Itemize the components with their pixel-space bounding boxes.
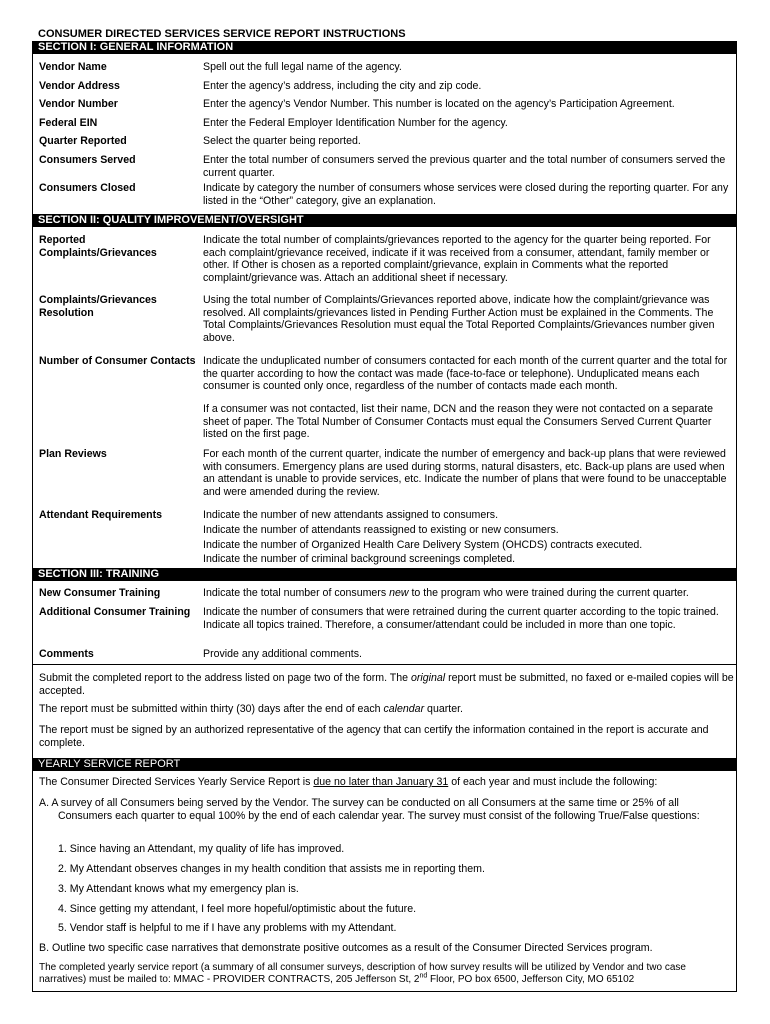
label-reported-complaints: Reported Complaints/Grievances (39, 234, 157, 259)
text-consumers-served: Enter the total number of consumers served the previous quarter and the total number of consumers served the current quarter. (203, 154, 726, 179)
text-federal-ein: Enter the Federal Employer Identification Number for the agency. (203, 117, 508, 129)
label-federal-ein: Federal EIN (39, 117, 98, 129)
text-new-consumer-training: Indicate the total number of consumers new to the program who were trained during the current quarter. (203, 587, 689, 599)
label-additional-consumer-training: Additional Consumer Training (39, 606, 191, 618)
label-consumer-contacts: Number of Consumer Contacts (39, 355, 196, 367)
label-new-consumer-training: New Consumer Training (39, 587, 161, 599)
submit-paragraph-3: The report must be signed by an authorized representative of the agency that can certify the information contained in the report is accurate and complete. (39, 724, 709, 749)
text-vendor-number: Enter the agency’s Vendor Number. This number is located on the agency’s Participation Agreement. (203, 98, 675, 110)
text-attendant-line-3: Indicate the number of Organized Health Care Delivery System (OHCDS) contracts executed. (203, 539, 643, 551)
divider (32, 664, 737, 665)
text-comments: Provide any additional comments. (203, 648, 362, 660)
text-attendant-line-2: Indicate the number of attendants reassigned to existing or new consumers. (203, 524, 559, 536)
label-attendant-requirements: Attendant Requirements (39, 509, 163, 521)
text-attendant-line-1: Indicate the number of new attendants assigned to consumers. (203, 509, 499, 521)
text-consumer-contacts: Indicate the unduplicated number of consumers contacted for each month of the current quarter and the total for the quarter according to how the contact was made (face-to-face or telephone). Unduplicated means each consumer is counted only once, regardless of the number of contacts made each month. (203, 355, 728, 393)
label-consumers-closed: Consumers Closed (39, 182, 136, 194)
text-additional-consumer-training: Indicate the number of consumers that were retrained during the current quarter according to the topic trained. Indicate all topics trained. Therefore, a consumer/attendant could be included in more than one topic. (203, 606, 719, 631)
label-complaints-resolution: Complaints/Grievances Resolution (39, 294, 157, 319)
survey-question-5: 5. Vendor staff is helpful to me if I have any problems with my Attendant. (58, 922, 397, 934)
label-consumers-served: Consumers Served (39, 154, 136, 166)
text-complaints-resolution: Using the total number of Complaints/Grievances reported above, indicate how the complaint/grievance was resolved. All complaints/grievances listed in Pending Further Action must be explained in the Comments. The Total Complaints/Grievances Resolution must equal the Total Reported Complaints/Grievances number given above. (203, 294, 715, 344)
text-vendor-address: Enter the agency’s address, including the city and zip code. (203, 80, 482, 92)
yearly-intro: The Consumer Directed Services Yearly Service Report is due no later than January 31 of each year and must include the following: (39, 776, 658, 788)
label-vendor-number: Vendor Number (39, 98, 118, 110)
survey-question-3: 3. My Attendant knows what my emergency plan is. (58, 883, 299, 895)
label-quarter-reported: Quarter Reported (39, 135, 127, 147)
label-vendor-address: Vendor Address (39, 80, 120, 92)
section-1-header: SECTION I: GENERAL INFORMATION (32, 41, 737, 54)
yearly-header: YEARLY SERVICE REPORT (32, 758, 737, 771)
section-2-header: SECTION II: QUALITY IMPROVEMENT/OVERSIGHT (32, 214, 737, 227)
text-quarter-reported: Select the quarter being reported. (203, 135, 361, 147)
yearly-item-b: B. Outline two specific case narratives that demonstrate positive outcomes as a result of the Consumer Directed Services program. (39, 942, 653, 954)
document-title: CONSUMER DIRECTED SERVICES SERVICE REPORT INSTRUCTIONS (38, 28, 406, 40)
text-vendor-name: Spell out the full legal name of the agency. (203, 61, 402, 73)
yearly-closing: The completed yearly service report (a summary of all consumer surveys, description of how survey results will be utilized by Vendor and two case narratives) must be mailed to: MMAC - PROVIDER CONTRACTS, 205 Jefferson St, 2nd Floor, PO box 6500, Jefferson City, MO 65102 (39, 962, 686, 985)
label-comments: Comments (39, 648, 94, 660)
text-reported-complaints: Indicate the total number of complaints/grievances reported to the agency for the quarter being reported. For each complaint/grievance received, indicate if it was received from a consumer, attendant, family member or other. If Other is chosen as a reported complaint/grievance, explain in Comments what the reported complaint/grievance was. Attach an additional sheet if necessary. (203, 234, 711, 284)
yearly-item-a: A. A survey of all Consumers being served by the Vendor. The survey can be conducted on all Consumers at the same time or 25% of all Consumers each quarter to equal 100% by the end of each calendar year. The survey must consist of the following True/False questions: (39, 797, 700, 822)
survey-question-1: 1. Since having an Attendant, my quality of life has improved. (58, 843, 345, 855)
submit-paragraph-2: The report must be submitted within thirty (30) days after the end of each calendar quarter. (39, 703, 463, 715)
survey-question-4: 4. Since getting my attendant, I feel more hopeful/optimistic about the future. (58, 903, 417, 915)
text-plan-reviews: For each month of the current quarter, indicate the number of emergency and back-up plans that were reviewed with consumers. Emergency plans are used during storms, natural disasters, etc. Back-up plans are used when an attendant is unable to provide services, etc. Indicate the number of plans that were found to be unacceptable and were amended during the review. (203, 448, 727, 498)
label-vendor-name: Vendor Name (39, 61, 107, 73)
text-attendant-line-4: Indicate the number of criminal background screenings completed. (203, 553, 516, 565)
text-consumer-contacts-2: If a consumer was not contacted, list their name, DCN and the reason they were not contacted on a separate sheet of paper. The Total Number of Consumer Contacts must equal the Consumers Served Current Quarter listed on the first page. (203, 403, 713, 441)
text-consumers-closed: Indicate by category the number of consumers whose services were closed during the reporting quarter. For any listed in the “Other” category, give an explanation. (203, 182, 729, 207)
section-3-header: SECTION III: TRAINING (32, 568, 737, 581)
survey-question-2: 2. My Attendant observes changes in my health condition that assists me in reporting them. (58, 863, 485, 875)
label-plan-reviews: Plan Reviews (39, 448, 107, 460)
submit-paragraph-1: Submit the completed report to the address listed on page two of the form. The original report must be submitted, no faxed or e-mailed copies will be accepted. (39, 672, 734, 697)
